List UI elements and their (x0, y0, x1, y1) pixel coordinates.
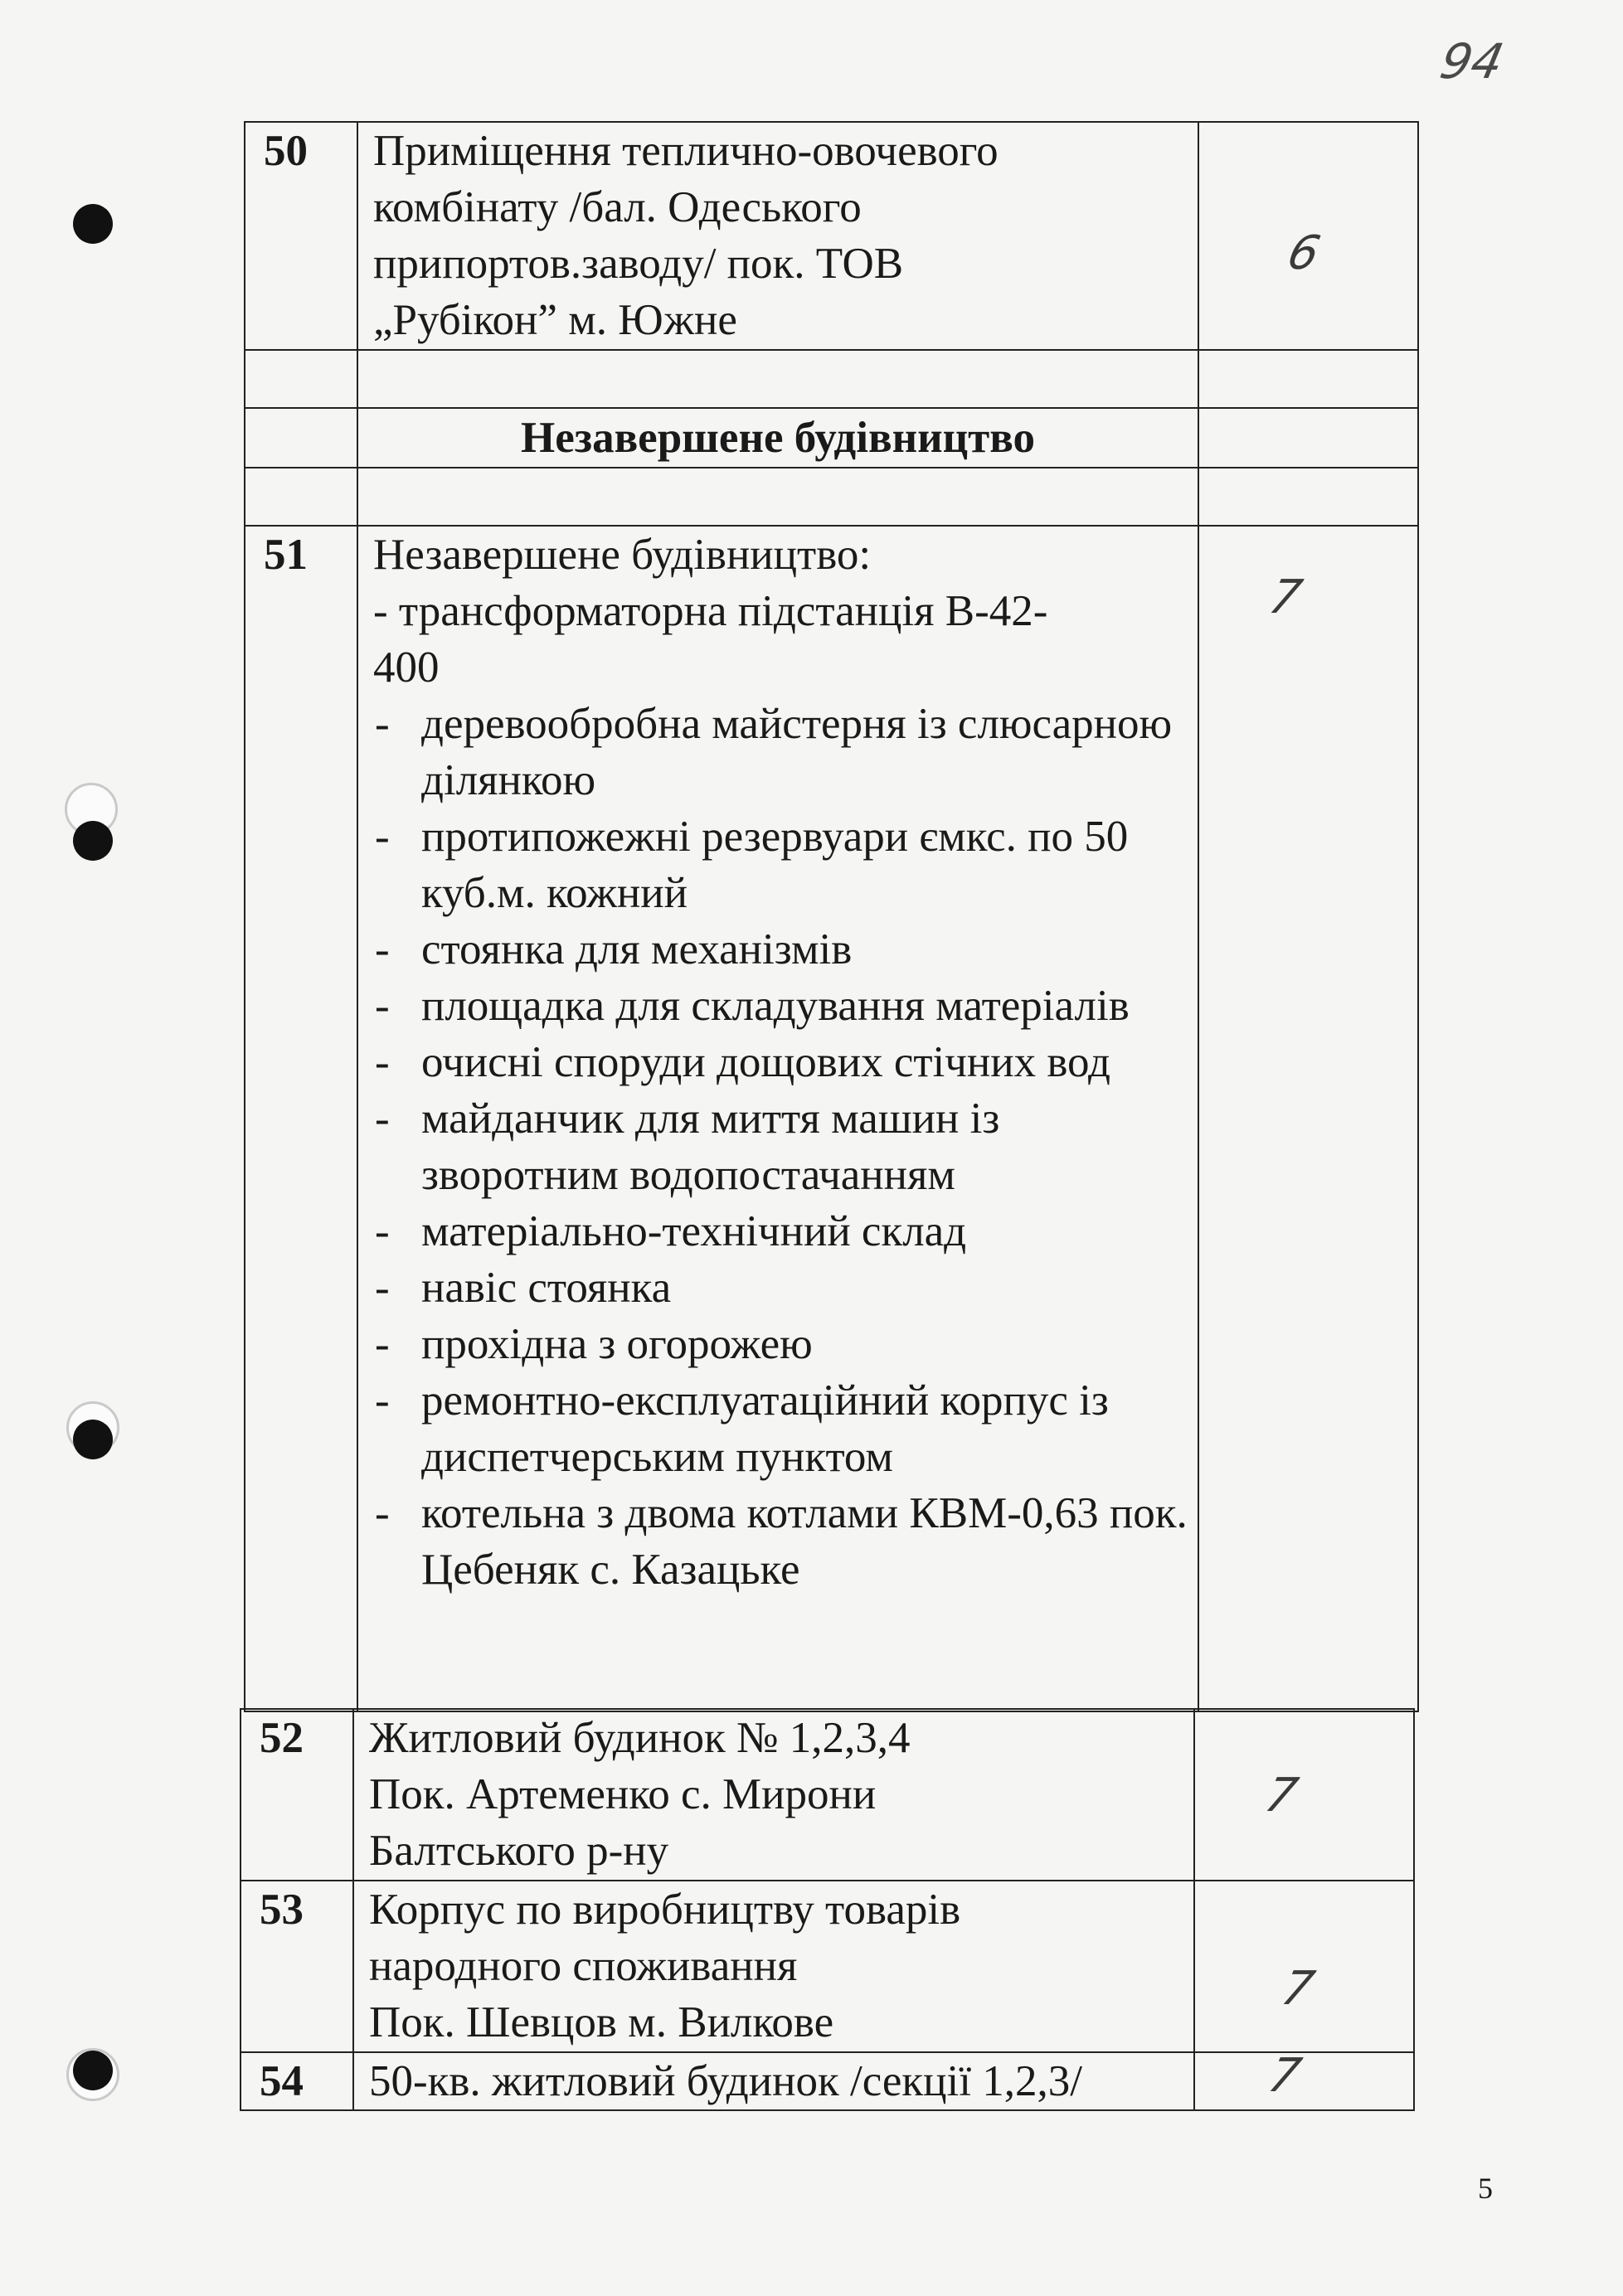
row-mark-cell (1198, 122, 1418, 350)
row-description (357, 526, 1198, 1711)
list-item: - ремонтно-експлуатаційний корпус із диспетчерським пунктом (373, 1372, 1188, 1485)
table-row (245, 122, 1418, 350)
row-mark-cell (1194, 1881, 1414, 2052)
text-line: Пок. Артеменко с. Мирони (369, 1770, 877, 1818)
row-mark-cell (1194, 1709, 1414, 1881)
text-line: Житловий будинок № 1,2,3,4 (369, 1714, 911, 1762)
section-heading: Незавершене будівництво (357, 408, 1198, 468)
row-number: 54 (241, 2052, 353, 2110)
handwritten-mark: 7 (1263, 2049, 1306, 2103)
list-item: - деревообробна майстерня із слюсарною ділянкою (373, 696, 1188, 808)
text-line: Приміщення теплично-овочевого (373, 127, 999, 175)
text-line: припортов.заводу/ пок. ТОВ (373, 240, 904, 288)
list-item: - котельна з двома котлами КВМ-0,63 пок. Цебеняк с. Казацьке (373, 1485, 1188, 1598)
list-item: - площадка для складування матеріалів (373, 978, 1188, 1034)
text-line: Корпус по виробництву товарів (369, 1886, 961, 1934)
list-item: - майданчик для миття машин із зворотним водопостачанням (373, 1090, 1188, 1203)
row-description (353, 2052, 1194, 2110)
handwritten-mark: 6 (1282, 226, 1325, 280)
punch-hole (73, 204, 113, 244)
handwritten-mark: 7 (1260, 1769, 1303, 1823)
table-row-empty (245, 468, 1418, 526)
table-row (241, 1881, 1414, 2052)
row-number: 51 (245, 526, 357, 1711)
handwritten-mark: 7 (1264, 570, 1307, 624)
text-line: - трансформаторна підстанція В-42- (373, 587, 1048, 635)
table-row (245, 526, 1418, 1711)
row-number: 50 (245, 122, 357, 350)
text-line: народного споживання (369, 1942, 798, 1990)
list-item: - навіс стоянка (373, 1260, 1188, 1316)
handwritten-mark: 7 (1276, 1962, 1319, 2016)
list-item: - стоянка для механізмів (373, 921, 1188, 978)
text-line: Незавершене будівництво: (373, 531, 872, 579)
row-number: 52 (241, 1709, 353, 1881)
row-mark-cell (1194, 2049, 1414, 2110)
row-description (353, 1881, 1194, 2052)
inventory-table-upper (244, 121, 1419, 1712)
text-line: Пок. Шевцов м. Вилкове (369, 1998, 834, 2046)
list-item: - матеріально-технічний склад (373, 1203, 1188, 1260)
row-description (353, 1709, 1194, 1881)
list-item: - очисні споруди дощових стічних вод (373, 1034, 1188, 1090)
table-row (241, 1709, 1414, 1881)
list-item: - прохідна з огорожею (373, 1316, 1188, 1372)
page-number: 5 (1478, 2172, 1493, 2205)
table-row-heading (245, 408, 1418, 468)
inventory-table-lower (240, 1708, 1415, 2111)
row-number: 53 (241, 1881, 353, 2052)
punch-hole (73, 2051, 113, 2090)
text-line: 400 (373, 643, 440, 692)
row-description (357, 122, 1198, 350)
punch-hole (73, 1420, 113, 1459)
text-line: „Рубікон” м. Южне (373, 296, 737, 344)
item-list (373, 696, 1188, 1598)
text-line: 50-кв. житловий будинок /секції 1,2,3/ (369, 2057, 1082, 2105)
list-item: - протипожежні резервуари ємкс. по 50 куб.м. кожний (373, 808, 1188, 921)
table-row (241, 2052, 1414, 2110)
text-line: комбінату /бал. Одеського (373, 183, 862, 231)
text-line: Балтського р-ну (369, 1827, 669, 1875)
row-mark-cell (1198, 526, 1418, 1711)
archive-page-number: 94 (1435, 33, 1509, 90)
table-row-empty (245, 350, 1418, 408)
punch-hole (73, 821, 113, 861)
